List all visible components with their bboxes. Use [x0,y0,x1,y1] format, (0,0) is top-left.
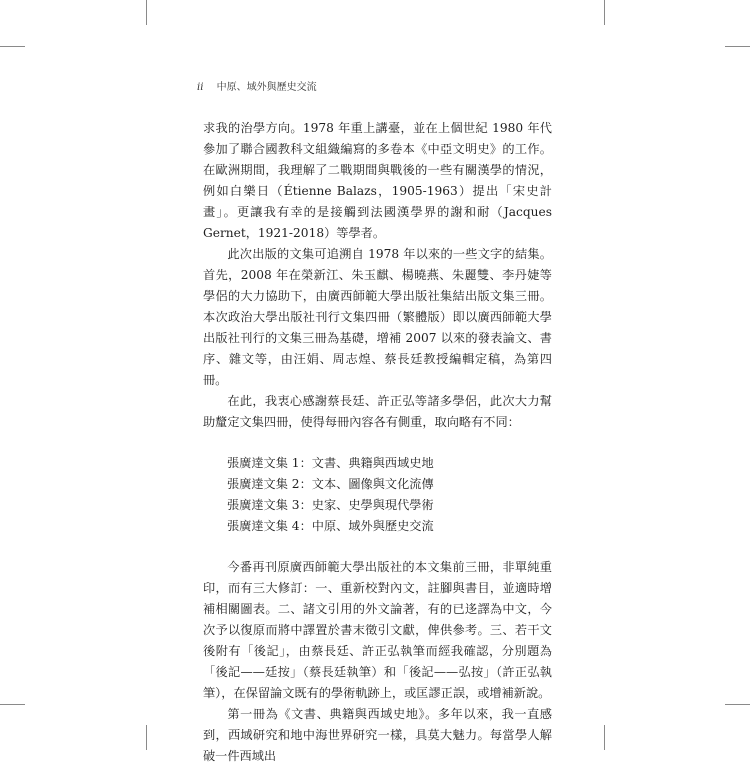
running-title: 中原、域外與歷史交流 [216,82,317,93]
crop-mark-bottom-left [146,725,147,750]
crop-mark-right-top [725,46,750,47]
volume-list [203,453,552,537]
volume-item-3: 張廣達文集 3：史家、史學與現代學術 [227,498,434,512]
paragraph-3: 在此，我衷心感謝蔡長廷、許正弘等諸多學侶，此次大力幫助釐定文集四冊，使得每冊內容各有側重，取向略有不同： [203,394,552,429]
crop-mark-top-right [604,0,605,25]
running-header [197,78,317,93]
crop-mark-right-bottom [725,704,750,705]
paragraph-4: 今番再刊原廣西師範大學出版社的本文集前三冊，非單純重印，而有三大修訂：一、重新校對內文，註腳與書目，並適時增補相關圖表。二、諸文引用的外文論著，有的已迻譯為中文，今次予以復原而將中譯置於書末徵引文獻，俾供參考。三、若干文後附有「後記」，由蔡長廷、許正弘執筆而經我確認，分別題為「後記——廷按」（蔡長廷執筆）和「後記——弘按」（許正弘執筆），在保留論文既有的學術軌跡上，或匡謬正誤，或增補新說。 [203,560,552,700]
paragraph-5: 第一冊為《文書、典籍與西域史地》。多年以來，我一直感到，西域研究和地中海世界研究一樣，具莫大魅力。每當學人解破一件西域出 [203,707,552,763]
page-body [203,118,552,767]
paragraph-1: 求我的治學方向。1978 年重上講臺，並在上個世紀 1980 年代參加了聯合國教科文組織編寫的多卷本《中亞文明史》的工作。在歐洲期間，我理解了二戰期間與戰後的一些有關漢學的情況，例如白樂日（Étienne Balazs，1905-1963）提出「宋史計畫」。更讓我有幸的是接觸到法國漢學界的謝和耐（Jacques Gernet，1921-2018）等學者。 [203,121,552,240]
crop-mark-top-left [146,0,147,25]
volume-item-4: 張廣達文集 4：中原、域外與歷史交流 [227,519,434,533]
page-number: ii [197,82,204,93]
volume-item-1: 張廣達文集 1：文書、典籍與西域史地 [227,456,434,470]
volume-item-2: 張廣達文集 2：文本、圖像與文化流傳 [227,477,434,491]
paragraph-2: 此次出版的文集可追溯自 1978 年以來的一些文字的結集。首先，2008 年在榮新江、朱玉麒、楊曉燕、朱麗雙、李丹婕等學侶的大力協助下，由廣西師範大學出版社集結出版文集三冊。本次政治大學出版社刊行文集四冊（繁體版）即以廣西師範大學出版社刊行的文集三冊為基礎，增補 2007 以來的發表論文、書序、雜文等，由汪娟、周志煌、蔡長廷教授編輯定稿，為第四冊。 [203,247,552,387]
crop-mark-left-bottom [0,704,25,705]
crop-mark-bottom-right [604,725,605,750]
crop-mark-left-top [0,46,25,47]
